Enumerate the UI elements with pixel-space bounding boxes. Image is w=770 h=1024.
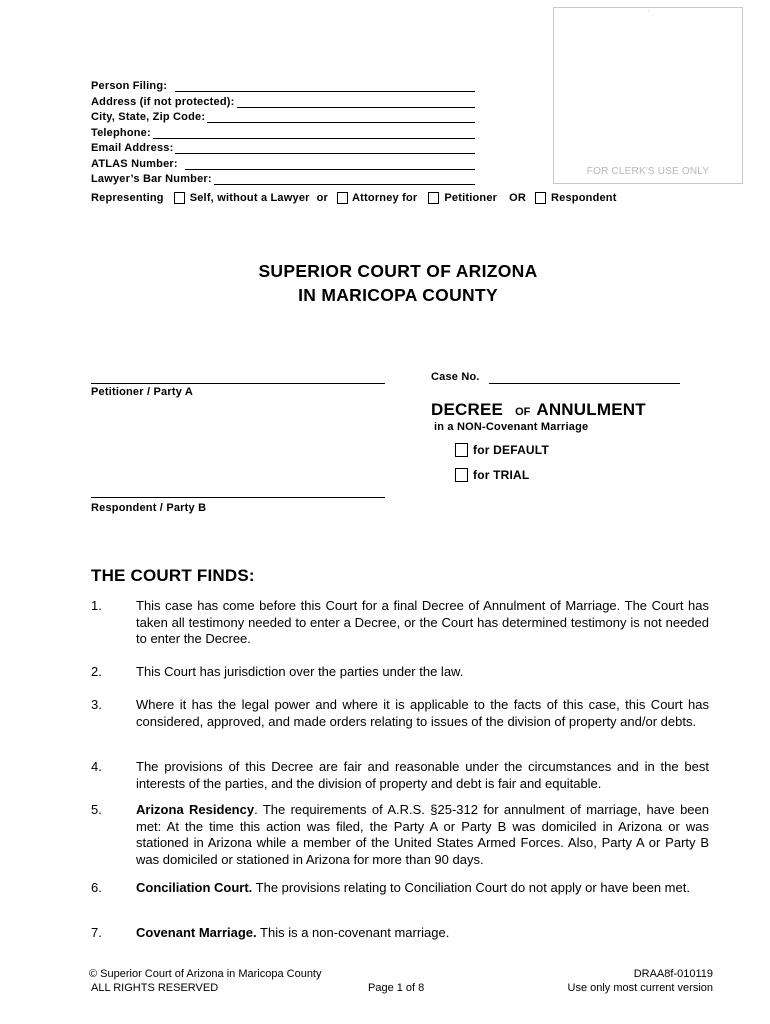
attorney-checkbox[interactable]: [337, 192, 348, 204]
or-separator: OR: [509, 192, 527, 204]
self-label: Self, without a Lawyer: [189, 192, 310, 204]
respondent-label: Respondent: [551, 192, 617, 204]
footer-form-id: DRAA8f-010119: [633, 968, 713, 980]
city-state-zip-field[interactable]: [207, 111, 475, 123]
footer-right: [568, 967, 714, 995]
or-label: or: [316, 192, 329, 204]
finding-text: Where it has the legal power and where it is applicable to the facts of this case, this Court has considered, approved, and made orders relating to issues of the division of property and/or debts.: [136, 697, 709, 729]
case-no-field[interactable]: [489, 383, 680, 384]
email-field[interactable]: [175, 142, 475, 154]
bar-number-label: Lawyer’s Bar Number:: [91, 172, 212, 185]
petitioner-label: Petitioner / Party A: [91, 386, 194, 398]
annulment-word: ANNULMENT: [536, 400, 646, 419]
atlas-field[interactable]: [185, 158, 475, 170]
petitioner-label: Petitioner: [444, 192, 498, 204]
bar-number-field[interactable]: [214, 173, 475, 185]
court-county: IN MARICOPA COUNTY: [298, 285, 498, 305]
person-filing-field[interactable]: [175, 80, 475, 92]
clerk-box-mark: ': [648, 11, 650, 17]
decree-of-word: OF: [515, 406, 531, 418]
default-checkbox[interactable]: [455, 443, 468, 457]
finding-text: This case has come before this Court for a final Decree of Annulment of Marriage. The Court has taken all testimony needed to enter a Decree, or the Court has determined testimony is not needed to enter the Decree.: [136, 598, 709, 646]
case-no-label: Case No.: [431, 371, 480, 383]
respondent-checkbox[interactable]: [535, 192, 546, 204]
footer-left: [89, 967, 322, 995]
atlas-label: ATLAS Number:: [91, 157, 178, 170]
representing-label: Representing: [91, 192, 164, 204]
finding-text: This Court has jurisdiction over the parties under the law.: [136, 664, 464, 679]
trial-checkbox[interactable]: [455, 468, 468, 482]
finding-number: 4.: [91, 759, 102, 774]
telephone-field[interactable]: [153, 127, 475, 139]
decree-subtitle: in a NON-Covenant Marriage: [434, 421, 589, 433]
finding-number: 2.: [91, 664, 102, 679]
email-label: Email Address:: [91, 141, 174, 154]
city-state-zip-row: [91, 107, 475, 123]
default-label: for DEFAULT: [473, 443, 549, 457]
footer-copyright: © Superior Court of Arizona in Maricopa County: [89, 968, 322, 980]
finding-number: 5.: [91, 802, 102, 817]
finding-body: The provisions relating to Conciliation Court do not apply or have been met.: [252, 880, 690, 895]
city-state-zip-label: City, State, Zip Code:: [91, 110, 206, 123]
court-finds-heading: THE COURT FINDS:: [91, 566, 255, 585]
petitioner-name-field[interactable]: [91, 383, 385, 384]
self-checkbox[interactable]: [174, 192, 185, 204]
finding-title: Conciliation Court.: [136, 880, 253, 895]
finding-text: [136, 880, 709, 897]
petitioner-checkbox[interactable]: [428, 192, 439, 204]
default-option: [455, 443, 549, 457]
footer-version-note: Use only most current version: [567, 982, 713, 994]
email-row: [91, 138, 475, 154]
respondent-name-field[interactable]: [91, 497, 385, 498]
person-filing-label: Person Filing:: [91, 79, 168, 92]
finding-text: [136, 925, 709, 942]
bar-number-row: [91, 169, 475, 185]
footer-page-number: Page 1 of 8: [368, 982, 425, 994]
telephone-label: Telephone:: [91, 126, 151, 139]
telephone-row: [91, 123, 475, 139]
atlas-row: [91, 154, 475, 170]
decree-title: [431, 400, 646, 420]
footer-rights: ALL RIGHTS RESERVED: [91, 982, 219, 994]
attorney-for-label: Attorney for: [352, 192, 418, 204]
respondent-party-label: Respondent / Party B: [91, 502, 207, 514]
representing-row: [91, 192, 617, 204]
trial-label: for TRIAL: [473, 468, 530, 482]
finding-number: 7.: [91, 925, 102, 940]
clerk-use-box: [553, 7, 743, 184]
finding-title: Arizona Residency: [136, 802, 255, 817]
finding-text: The provisions of this Decree are fair and reasonable under the circumstances and in the best interests of the parties, and the division of property and debt is fair and equitable.: [136, 759, 709, 791]
finding-number: 3.: [91, 697, 102, 712]
address-field[interactable]: [237, 96, 475, 108]
finding-number: 1.: [91, 598, 102, 613]
person-filing-row: [91, 76, 475, 92]
finding-number: 6.: [91, 880, 102, 895]
trial-option: [455, 468, 529, 482]
finding-body: . The requirements of A.R.S. §25-312 for annulment of marriage, have been met: At the time this action was filed, the Party A or Party B was domiciled in Arizona or was stationed in Arizona while a member of the United States Armed Forces. Also, Party A or Party B was domiciled or stationed in Arizona for more than 90 days.: [136, 802, 709, 867]
decree-word: DECREE: [431, 400, 504, 419]
court-name: SUPERIOR COURT OF ARIZONA: [258, 261, 538, 281]
address-label: Address (if not protected):: [91, 95, 235, 108]
address-row: [91, 92, 475, 108]
finding-text: [136, 802, 709, 868]
finding-body: This is a non-covenant marriage.: [256, 925, 450, 940]
clerk-use-label: FOR CLERK'S USE ONLY: [586, 166, 710, 177]
finding-title: Covenant Marriage.: [136, 925, 257, 940]
